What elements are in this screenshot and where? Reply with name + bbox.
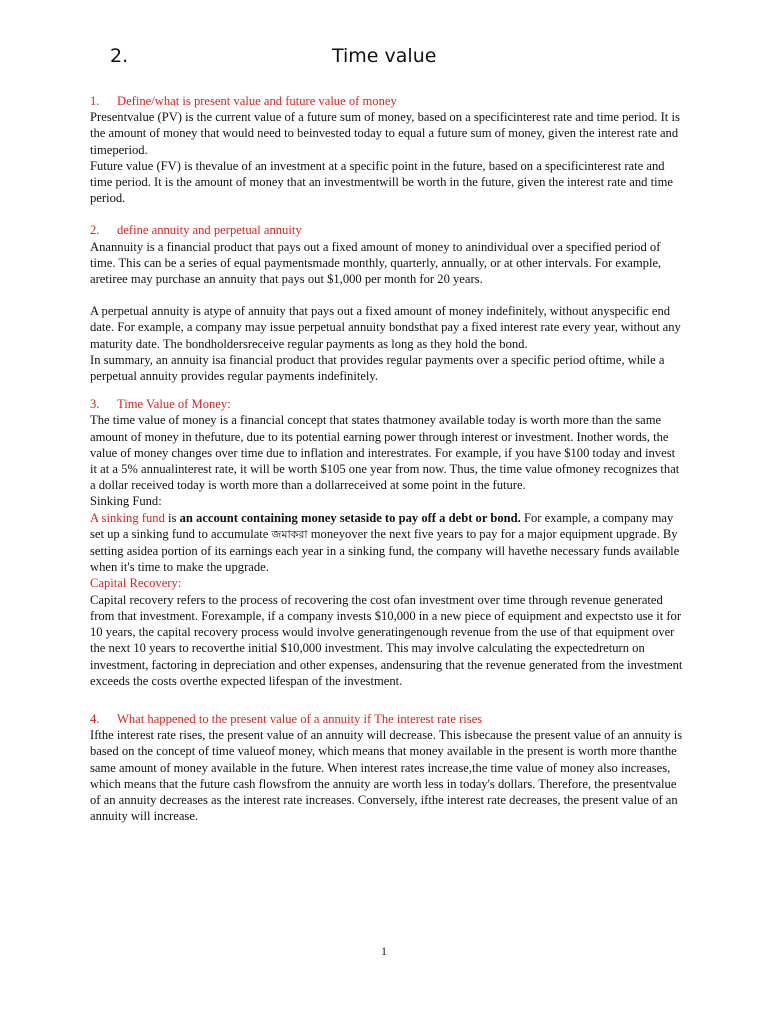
section-1 [90, 93, 684, 206]
question-3-text: Time Value of Money: [117, 397, 231, 412]
heading-number: 2. [110, 45, 129, 67]
sinking-fund-paragraph [90, 510, 684, 576]
section-3 [90, 396, 684, 689]
page-title: Time value [332, 45, 437, 67]
question-1-number: 1. [90, 94, 100, 108]
interest-rate-paragraph: Ifthe interest rate rises, the present value of an annuity will decrease. This isbecause the present value of an annuity is based on the concept of time valueof money, which means that money available in the present is worth more thanthe same amount of money available in the future. When interest rates increase,the time value of money also increases, which means that the future cash flowsfrom the annuity are worth less in today's dollars. Therefore, the presentvalue of an annuity decreases as the interest rate increases. Conversely, ifthe interest rate decreases, the present value of an annuity will increase. [90, 728, 683, 824]
sinking-fund-example-start: For example, a company may set up a sinking fund to accumulate [90, 510, 674, 541]
question-1-text: Define/what is present value and future value of money [117, 94, 397, 108]
question-1-heading [90, 93, 684, 109]
bengali-word: জমাকরা [271, 527, 308, 541]
annuity-paragraph: Anannuity is a financial product that pays out a fixed amount of money to anindividual over a specified period of time. This can be a series of equal paymentsmade monthly, quarterly, annually, or at other intervals. For example, aretiree may purchase an annuity that pays out $1,000 per month for 20 years. [90, 239, 662, 287]
question-4-text: What happened to the present value of a annuity if The interest rate rises [117, 711, 483, 726]
sinking-fund-example-end: moneyover the next five years to pay for a major equipment upgrade. By setting asidea portion of its earnings each year in a sinking fund, the company will havethe necessary funds available when it's time to make the upgrade. [90, 526, 680, 575]
document-body [90, 93, 684, 824]
question-4-heading [90, 711, 684, 727]
question-3-heading [90, 396, 684, 412]
sinking-fund-is: is [164, 510, 180, 525]
present-value-paragraph: Presentvalue (PV) is the current value of a future sum of money, based on a specificinterest rate and time period. It is the amount of money that would need to beinvested today to equal a future sum of money, given the interest rate and timeperiod. [90, 110, 680, 157]
question-2-heading [90, 222, 684, 238]
question-4-number: 4. [90, 711, 100, 726]
section-4 [90, 711, 684, 824]
page-heading [110, 45, 670, 76]
annuity-summary-paragraph: In summary, an annuity isa financial product that provides regular payments over a specific period oftime, while a perpetual annuity provides regular payments indefinitely. [90, 352, 665, 384]
question-2-number: 2. [90, 223, 100, 238]
sinking-fund-label: Sinking Fund: [90, 494, 162, 509]
section-2 [90, 222, 684, 384]
perpetual-annuity-paragraph: A perpetual annuity is atype of annuity that pays out a fixed amount of money indefinitely, without anyspecific end date. For example, a company may issue perpetual annuity bondsthat pay a fixed interest rate every year, without any maturity date. The bondholdersreceive regular payments as long as they hold the bond. [90, 304, 681, 351]
page-number: 1 [381, 946, 387, 958]
question-2-text: define annuity and perpetual annuity [117, 223, 302, 238]
capital-recovery-label: Capital Recovery: [90, 576, 182, 591]
sinking-fund-term: A sinking fund [90, 510, 165, 525]
question-3-number: 3. [90, 397, 100, 412]
future-value-paragraph: Future value (FV) is thevalue of an investment at a specific point in the future, based on a specificinterest rate and time period. It is the amount of money that an investmentwill be worth in the future, given the interest rate and time period. [90, 158, 674, 206]
time-value-paragraph: The time value of money is a financial concept that states thatmoney available today is worth more than the same amount of money in thefuture, due to its potential earning power through interest or investment. Inother words, the value of money changes over time due to inflation and interestrates. For example, if you have $100 today and invest it at a 5% annualinterest rate, it will be worth $105 one year from now. Thus, the time value ofmoney recognizes that a dollar received today is worth more than a dollarreceived at some point in the future. [90, 413, 680, 493]
sinking-fund-definition: an account containing money setaside to pay off a debt or bond. [179, 510, 521, 525]
capital-recovery-paragraph: Capital recovery refers to the process of recovering the cost ofan investment over time through revenue generated from that investment. Forexample, if a company invests $10,000 in a new piece of equipment and expectsto use it for 10 years, the capital recovery process would involve generatingenough revenue from the use of that equipment over the next 10 years to recoverthe initial $10,000 investment. This may involve calculating the expectedreturn on investment, factoring in depreciation and other expenses, andensuring that the revenue generated from the investment exceeds the costs overthe expected lifespan of the investment. [90, 592, 683, 688]
